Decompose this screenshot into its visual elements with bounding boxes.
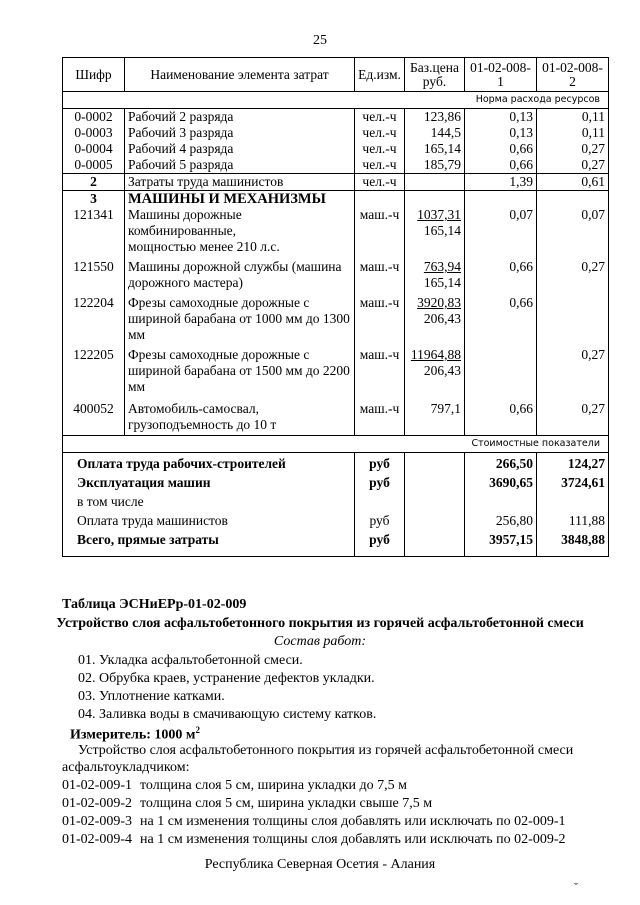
cell-price: 797,1 [405,395,465,436]
cell-unit: маш.-ч [355,291,405,343]
cell-name: Автомобиль-самосвал, грузоподъемность до 10 т [125,395,355,436]
table-title: Таблица ЭСНиЕРр-01-02-009 [62,597,247,612]
cell-unit: чел.-ч [355,141,405,157]
cell-v2: 0,11 [537,109,609,126]
cell-name: Рабочий 3 разряда [125,125,355,141]
cell-v1: 0,66 [465,395,537,436]
cell-v1: 0,13 [465,125,537,141]
cell-code: 2 [63,174,125,191]
cell-unit: маш.-ч [355,255,405,291]
cell-price: 165,14 [405,141,465,157]
cell-name: Рабочий 5 разряда [125,157,355,174]
table-row [63,109,609,126]
cost-row: Эксплуатация машин руб 3690,65 3724,61 [63,472,609,491]
meter-label: Измеритель: 1000 $м^2$ [70,725,200,743]
cell-price: 185,79 [405,157,465,174]
cell-v1: 1,39 [465,174,537,191]
work-item: 02. Обрубка краев, устранение дефектов укладки. [78,671,375,686]
table-row-machinists [63,174,609,191]
item-row: 01-02-009-3 на 1 см изменения толщины слоя добавлять или исключать по 02-009-1 [62,814,566,829]
cell-name: Машины дорожные комбинированные, мощностью менее 210 л.с. [125,207,355,255]
norm-label: Норма расхода ресурсов [63,92,609,109]
cell-name: Фрезы самоходные дорожные с шириной барабана от 1500 мм до 2200 мм [125,343,355,395]
header-v2: 01-02-008-2 [537,58,609,92]
cell-price: 123,86 [405,109,465,126]
table-row [63,157,609,174]
cost-label: Стоимостные показатели [63,436,609,453]
cell-v2: 0,27 [537,157,609,174]
cell-name: Фрезы самоходные дорожные с шириной барабана от 1000 мм до 1300 мм [125,291,355,343]
cell-v2: 0,61 [537,174,609,191]
work-item: 01. Укладка асфальтобетонной смеси. [78,653,303,668]
cell-v2: 0,07 [537,207,609,255]
cell-name: МАШИНЫ И МЕХАНИЗМЫ [125,191,355,208]
cost-row: Всего, прямые затраты руб 3957,15 3848,88 [63,529,609,557]
table-row [63,255,609,291]
work-item: 03. Уплотнение катками. [78,689,225,704]
item-row: 01-02-009-2 толщина слоя 5 см, ширина укладки свыше 7,5 м [62,796,433,811]
cell-price: 763,94 165,14 [405,255,465,291]
cell-name: Рабочий 4 разряда [125,141,355,157]
cost-row: Оплата труда рабочих-строителей руб 266,50 124,27 [63,453,609,473]
cell-code: 121341 [63,207,125,255]
header-code: Шифр [63,58,125,92]
cell-v1: 0,07 [465,207,537,255]
item-row: 01-02-009-4 на 1 см изменения толщины слоя добавлять или исключать по 02-009-2 [62,832,566,847]
cell-code: 121550 [63,255,125,291]
header-v1: 01-02-008-1 [465,58,537,92]
cell-v2: 0,27 [537,395,609,436]
cell-price: 11964,88 206,43 [405,343,465,395]
cell-code: 122204 [63,291,125,343]
cell-v1 [465,343,537,395]
header-unit: Ед.изм. [355,58,405,92]
cell-unit: маш.-ч [355,207,405,255]
cell-v1: 0,66 [465,157,537,174]
cell-unit: чел.-ч [355,109,405,126]
cell-price: 1037,31 165,14 [405,207,465,255]
table-row [63,343,609,395]
header-name: Наименование элемента затрат [125,58,355,92]
cell-unit: маш.-ч [355,395,405,436]
page-number: 25 [313,33,327,48]
cell-price: 144,5 [405,125,465,141]
cell-v2: 0,27 [537,343,609,395]
cell-v1: 0,13 [465,109,537,126]
cell-name: Рабочий 2 разряда [125,109,355,126]
cell-price: 3920,83 206,43 [405,291,465,343]
cell-v2: 0,27 [537,255,609,291]
cell-code: 122205 [63,343,125,395]
work-item: 04. Заливка воды в смачивающую систему катков. [78,707,377,722]
cell-v2 [537,291,609,343]
table-row [63,395,609,436]
work-label: Состав работ: [273,634,367,649]
table-row-machines-header [63,191,609,208]
footer: Республика Северная Осетия - Алания [204,857,436,872]
cell-code: 0-0005 [63,157,125,174]
cell-price [405,174,465,191]
table-row [63,141,609,157]
description-line: Устройство слоя асфальтобетонного покрытия из горячей асфальтобетонной смеси [78,743,574,758]
cell-unit: чел.-ч [355,125,405,141]
cell-name: Машины дорожной службы (машина дорожного мастера) [125,255,355,291]
cell-code: 0-0004 [63,141,125,157]
table-subtitle: Устройство слоя асфальтобетонного покрытия из горячей асфальтобетонной смеси [56,616,584,631]
description-line: асфальтоукладчиком: [62,760,190,775]
cell-code: 400052 [63,395,125,436]
cell-code: 3 [63,191,125,208]
cell-code: 0-0003 [63,125,125,141]
cell-unit: чел.-ч [355,157,405,174]
item-row: 01-02-009-1 толщина слоя 5 см, ширина укладки до 7,5 м [62,778,408,793]
header-price: Баз.цена руб. [405,58,465,92]
resources-table [62,57,609,557]
table-row [63,291,609,343]
cell-unit: маш.-ч [355,343,405,395]
table-row [63,125,609,141]
table-header-row [63,58,609,92]
cell-v1: 0,66 [465,141,537,157]
corner-mark: ˘ [574,880,578,894]
cell-unit: чел.-ч [355,174,405,191]
cell-code: 0-0002 [63,109,125,126]
cell-v1: 0,66 [465,255,537,291]
cost-row: Оплата труда машинистов руб 256,80 111,88 [63,510,609,529]
cell-v2: 0,11 [537,125,609,141]
cost-row: в том числе [63,491,609,510]
cell-name: Затраты труда машинистов [125,174,355,191]
cell-v1: 0,66 [465,291,537,343]
table-row [63,207,609,255]
cell-v2: 0,27 [537,141,609,157]
